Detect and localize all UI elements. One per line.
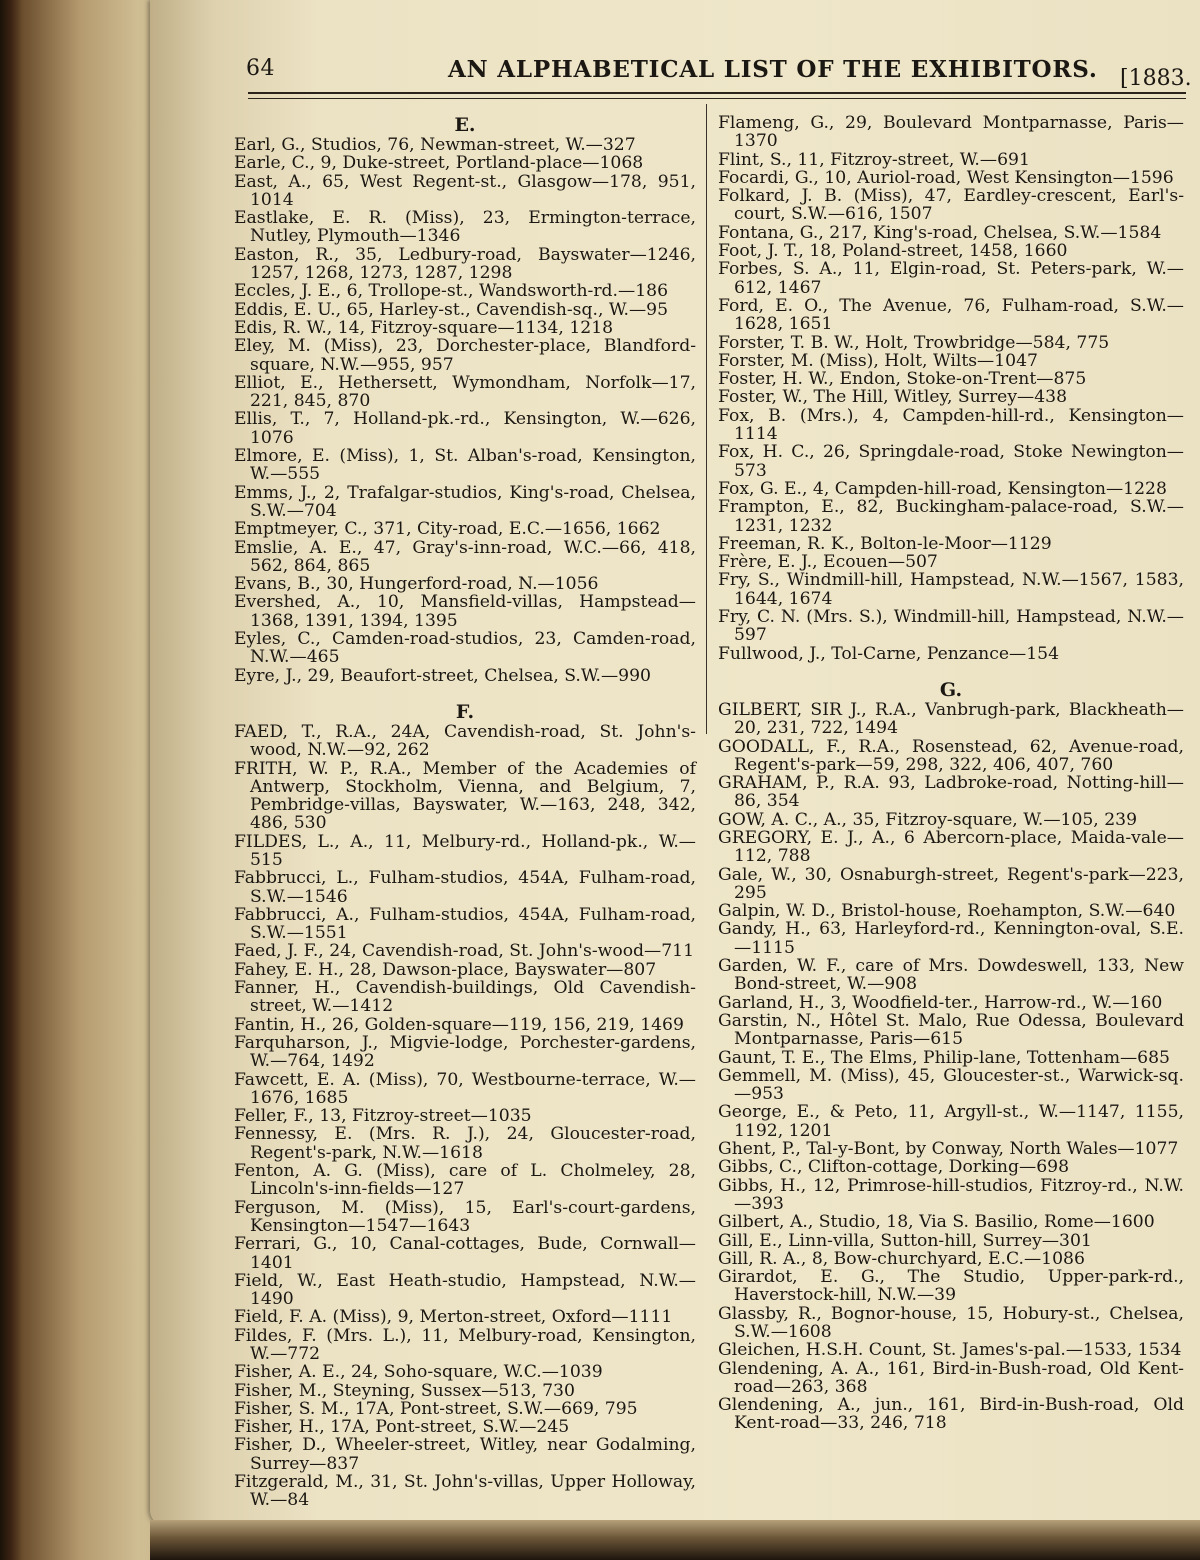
- exhibitor-entry: Fisher, D., Wheeler-street, Witley, near Godalming, Surrey—837: [234, 1435, 696, 1474]
- exhibitor-entry: George, E., & Peto, 11, Argyll-st., W.—1147, 1155, 1192, 1201: [718, 1102, 1184, 1141]
- exhibitor-entry: Fenton, A. G. (Miss), care of L. Cholmeley, 28, Lincoln's-inn-fields—127: [234, 1161, 696, 1200]
- exhibitor-entry: Fabbrucci, L., Fulham-studios, 454A, Fulham-road, S.W.—1546: [234, 868, 696, 907]
- exhibitor-entry: Field, W., East Heath-studio, Hampstead, N.W.—1490: [234, 1270, 696, 1310]
- exhibitor-entry: Gibbs, H., 12, Primrose-hill-studios, Fitzroy-rd., N.W.—393: [718, 1175, 1184, 1214]
- page-number: 64: [246, 56, 275, 81]
- exhibitor-entry: Fisher, A. E., 24, Soho-square, W.C.—1039: [234, 1362, 603, 1383]
- exhibitor-entry: Gemmell, M. (Miss), 45, Gloucester-st., Warwick-sq.—953: [718, 1065, 1184, 1105]
- exhibitor-entry: GOODALL, F., R.A., Rosenstead, 62, Avenue-road, Regent's-park—59, 298, 322, 406, 407, 760: [718, 736, 1184, 775]
- exhibitor-entry: Fantin, H., 26, Golden-square—119, 156, 219, 1469: [234, 1014, 684, 1035]
- exhibitor-entry: Fawcett, E. A. (Miss), 70, Westbourne-terrace, W.—1676, 1685: [234, 1069, 696, 1108]
- exhibitor-entry: Flameng, G., 29, Boulevard Montparnasse, Paris—1370: [718, 113, 1184, 152]
- exhibitor-entry: Eyles, C., Camden-road-studios, 23, Camden-road, N.W.—465: [234, 629, 696, 668]
- exhibitor-entry: Emslie, A. E., 47, Gray's-inn-road, W.C.—66, 418, 562, 864, 865: [234, 537, 696, 576]
- exhibitor-entry: Gilbert, A., Studio, 18, Via S. Basilio, Rome—1600: [718, 1212, 1155, 1233]
- section-letter: E.: [454, 114, 476, 136]
- exhibitor-entry: Fox, G. E., 4, Campden-hill-road, Kensington—1228: [718, 478, 1167, 499]
- exhibitor-entry: FILDES, L., A., 11, Melbury-rd., Holland-pk., W.—515: [234, 831, 696, 870]
- header-rule-bottom: [248, 98, 1186, 99]
- exhibitor-entry: Ferguson, M. (Miss), 15, Earl's-court-gardens, Kensington—1547—1643: [234, 1197, 696, 1236]
- exhibitor-entry: Fox, H. C., 26, Springdale-road, Stoke Newington—573: [718, 442, 1184, 481]
- exhibitor-entry: Foster, W., The Hill, Witley, Surrey—438: [718, 387, 1068, 408]
- exhibitor-entry: FRITH, W. P., R.A., Member of the Academies of Antwerp, Stockholm, Vienna, and Belgium, 7, Pembridge-villas, Bayswater, W.—163, 248, 342, 486, 530: [234, 758, 696, 834]
- exhibitor-entry: Fisher, S. M., 17A, Pont-street, S.W.—669, 795: [234, 1398, 638, 1419]
- exhibitor-entry: Frampton, E., 82, Buckingham-palace-road, S.W.—1231, 1232: [718, 497, 1184, 536]
- exhibitor-entry: Eyre, J., 29, Beaufort-street, Chelsea, S.W.—990: [234, 665, 651, 686]
- exhibitor-entry: GOW, A. C., A., 35, Fitzroy-square, W.—105, 239: [718, 809, 1138, 830]
- exhibitor-entry: GRAHAM, P., R.A. 93, Ladbroke-road, Notting-hill—86, 354: [718, 773, 1184, 812]
- exhibitor-entry: Gleichen, H.S.H. Count, St. James's-pal.—1533, 1534: [718, 1340, 1182, 1361]
- exhibitor-entry: Elliot, E., Hethersett, Wymondham, Norfolk—17, 221, 845, 870: [234, 372, 696, 412]
- exhibitor-entry: Folkard, J. B. (Miss), 47, Eardley-crescent, Earl's-court, S.W.—616, 1507: [718, 186, 1184, 225]
- exhibitor-entry: Ellis, T., 7, Holland-pk.-rd., Kensington, W.—626, 1076: [234, 409, 696, 448]
- exhibitor-entry: Ford, E. O., The Avenue, 76, Fulham-road, S.W.—1628, 1651: [718, 295, 1184, 335]
- exhibitor-entry: Ferrari, G., 10, Canal-cottages, Bude, Cornwall—1401: [234, 1234, 696, 1273]
- exhibitor-entry: Fisher, H., 17A, Pont-street, S.W.—245: [234, 1417, 570, 1438]
- exhibitor-entry: Gill, R. A., 8, Bow-churchyard, E.C.—1086: [718, 1248, 1085, 1269]
- column-divider: [706, 104, 707, 734]
- exhibitor-entry: Eastlake, E. R. (Miss), 23, Ermington-terrace, Nutley, Plymouth—1346: [234, 208, 696, 247]
- exhibitor-entry: Flint, S., 11, Fitzroy-street, W.—691: [718, 149, 1030, 170]
- exhibitor-entry: Glassby, R., Bognor-house, 15, Hobury-st., Chelsea, S.W.—1608: [718, 1303, 1184, 1342]
- exhibitor-entry: Earl, G., Studios, 76, Newman-street, W.—327: [234, 135, 636, 155]
- exhibitor-entry: Farquharson, J., Migvie-lodge, Porchester-gardens, W.—764, 1492: [234, 1032, 696, 1072]
- exhibitor-entry: Eccles, J. E., 6, Trollope-st., Wandsworth-rd.—186: [234, 281, 669, 302]
- exhibitor-entry: Forbes, S. A., 11, Elgin-road, St. Peters-park, W.—612, 1467: [718, 259, 1184, 298]
- exhibitor-entry: Ghent, P., Tal-y-Bont, by Conway, North Wales—1077: [718, 1139, 1179, 1160]
- exhibitor-entry: Glendening, A. A., 161, Bird-in-Bush-road, Old Kent-road—263, 368: [718, 1358, 1184, 1397]
- page-title: AN ALPHABETICAL LIST OF THE EXHIBITORS.: [448, 56, 1098, 83]
- exhibitor-entry: FAED, T., R.A., 24A, Cavendish-road, St. John's-wood, N.W.—92, 262: [234, 721, 696, 761]
- left-column: [234, 114, 696, 1510]
- exhibitor-entry: Fisher, M., Steyning, Sussex—513, 730: [234, 1380, 575, 1401]
- exhibitor-entry: Gibbs, C., Clifton-cottage, Dorking—698: [718, 1157, 1070, 1178]
- exhibitor-entry: Fanner, H., Cavendish-buildings, Old Cavendish-street, W.—1412: [234, 978, 696, 1017]
- exhibitor-entry: Feller, F., 13, Fitzroy-street—1035: [234, 1106, 532, 1127]
- exhibitor-entry: Focardi, G., 10, Auriol-road, West Kensington—1596: [718, 167, 1174, 188]
- section-letter: G.: [939, 678, 963, 701]
- exhibitor-entry: Elmore, E. (Miss), 1, St. Alban's-road, Kensington, W.—555: [234, 446, 696, 485]
- exhibitor-entry: Fitzgerald, M., 31, St. John's-villas, Upper Holloway, W.—84: [234, 1472, 696, 1511]
- exhibitor-entry: Eddis, E. U., 65, Harley-st., Cavendish-sq., W.—95: [234, 299, 669, 320]
- exhibitor-entry: Earle, C., 9, Duke-street, Portland-place—1068: [234, 153, 644, 174]
- exhibitor-entry: Fry, S., Windmill-hill, Hampstead, N.W.—1567, 1583, 1644, 1674: [718, 570, 1184, 609]
- section-letter: F.: [455, 700, 475, 723]
- exhibitor-entry: Emptmeyer, C., 371, City-road, E.C.—1656, 1662: [234, 519, 661, 540]
- exhibitor-entry: GILBERT, SIR J., R.A., Vanbrugh-park, Blackheath—20, 231, 722, 1494: [718, 699, 1184, 739]
- exhibitor-entry: GREGORY, E. J., A., 6 Abercorn-place, Maida-vale—112, 788: [718, 827, 1184, 867]
- exhibitor-entry: Eley, M. (Miss), 23, Dorchester-place, Blandford-square, N.W.—955, 957: [234, 336, 696, 375]
- exhibitor-entry: Edis, R. W., 14, Fitzroy-square—1134, 1218: [234, 317, 614, 338]
- exhibitor-entry: Gaunt, T. E., The Elms, Philip-lane, Tottenham—685: [718, 1047, 1170, 1068]
- exhibitor-entry: Frère, E. J., Ecouen—507: [718, 552, 938, 573]
- exhibitor-entry: Foot, J. T., 18, Poland-street, 1458, 1660: [718, 241, 1068, 262]
- exhibitor-entry: Fontana, G., 217, King's-road, Chelsea, S.W.—1584: [718, 222, 1162, 243]
- exhibitor-entry: Faed, J. F., 24, Cavendish-road, St. John's-wood—711: [234, 941, 695, 962]
- exhibitor-entry: Foster, H. W., Endon, Stoke-on-Trent—875: [718, 369, 1087, 390]
- exhibitor-entry: Easton, R., 35, Ledbury-road, Bayswater—1246, 1257, 1268, 1273, 1287, 1298: [234, 244, 696, 284]
- exhibitor-entry: Garstin, N., Hôtel St. Malo, Rue Odessa, Boulevard Montparnasse, Paris—615: [718, 1010, 1184, 1050]
- exhibitor-entry: Fry, C. N. (Mrs. S.), Windmill-hill, Hampstead, N.W.—597: [718, 607, 1184, 646]
- exhibitor-entry: Fahey, E. H., 28, Dawson-place, Bayswater—807: [234, 959, 657, 980]
- exhibitor-entry: Galpin, W. D., Bristol-house, Roehampton, S.W.—640: [718, 901, 1176, 922]
- exhibitor-entry: Fennessy, E. (Mrs. R. J.), 24, Gloucester-road, Regent's-park, N.W.—1618: [234, 1124, 696, 1163]
- right-column: [718, 114, 1184, 1433]
- exhibitor-entry: Garland, H., 3, Woodfield-ter., Harrow-rd., W.—160: [718, 992, 1163, 1013]
- exhibitor-entry: Gandy, H., 63, Harleyford-rd., Kennington-oval, S.E.—1115: [718, 919, 1184, 958]
- exhibitor-entry: Emms, J., 2, Trafalgar-studios, King's-road, Chelsea, S.W.—704: [234, 482, 696, 521]
- exhibitor-entry: Forster, T. B. W., Holt, Trowbridge—584, 775: [718, 332, 1110, 353]
- exhibitor-entry: Glendening, A., jun., 161, Bird-in-Bush-road, Old Kent-road—33, 246, 718: [718, 1395, 1184, 1434]
- exhibitor-entry: Freeman, R. K., Bolton-le-Moor—1129: [718, 533, 1052, 554]
- year-marker: [1883.: [1120, 66, 1192, 91]
- exhibitor-entry: Evans, B., 30, Hungerford-road, N.—1056: [234, 574, 599, 595]
- exhibitor-entry: Gill, E., Linn-villa, Sutton-hill, Surrey—301: [718, 1230, 1092, 1251]
- exhibitor-entry: Fildes, F. (Mrs. L.), 11, Melbury-road, Kensington, W.—772: [234, 1325, 696, 1364]
- book-bottom-edge: [150, 1520, 1200, 1560]
- exhibitor-entry: Fabbrucci, A., Fulham-studios, 454A, Fulham-road, S.W.—1551: [234, 904, 696, 944]
- exhibitor-entry: Fullwood, J., Tol-Carne, Penzance—154: [718, 643, 1060, 664]
- exhibitor-entry: Gale, W., 30, Osnaburgh-street, Regent's-park—223, 295: [718, 864, 1184, 903]
- exhibitor-entry: Evershed, A., 10, Mansfield-villas, Hampstead—1368, 1391, 1394, 1395: [234, 592, 696, 631]
- exhibitor-entry: East, A., 65, West Regent-st., Glasgow—178, 951, 1014: [234, 171, 696, 210]
- exhibitor-entry: Garden, W. F., care of Mrs. Dowdeswell, 133, New Bond-street, W.—908: [718, 956, 1184, 995]
- exhibitor-entry: Girardot, E. G., The Studio, Upper-park-rd., Haverstock-hill, N.W.—39: [718, 1267, 1184, 1306]
- exhibitor-entry: Fox, B. (Mrs.), 4, Campden-hill-rd., Kensington—1114: [718, 405, 1184, 445]
- exhibitor-entry: Field, F. A. (Miss), 9, Merton-street, Oxford—1111: [234, 1307, 673, 1328]
- exhibitor-entry: Forster, M. (Miss), Holt, Wilts—1047: [718, 350, 1038, 371]
- header-rule-top: [248, 92, 1186, 94]
